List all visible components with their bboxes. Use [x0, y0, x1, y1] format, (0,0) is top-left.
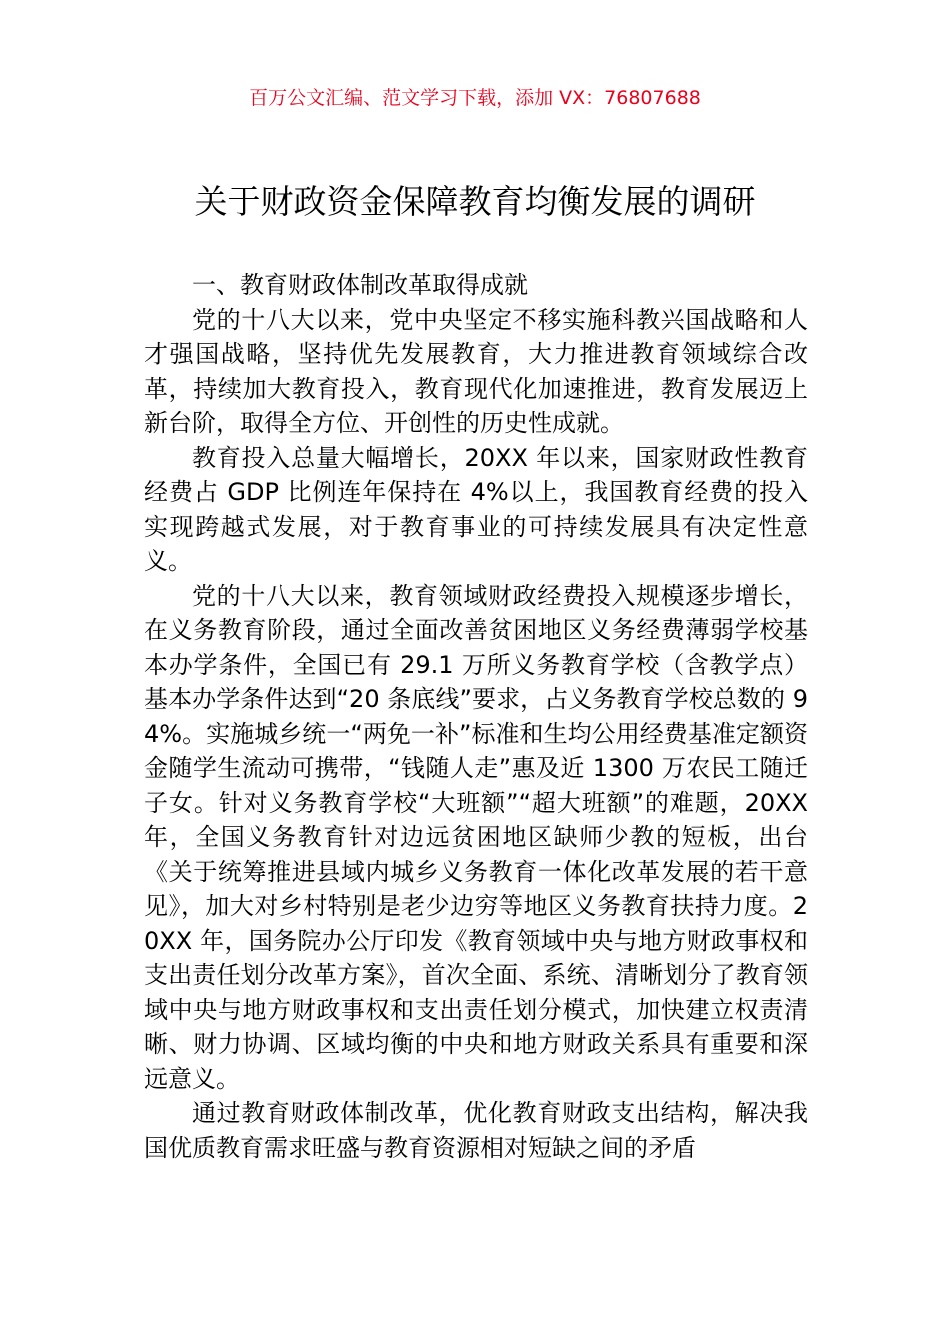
header-note: 百万公文汇编、范文学习下载，添加 VX：76807688	[249, 87, 701, 109]
paragraph: 党的十八大以来，党中央坚定不移实施科教兴国战略和人才强国战略，坚持优先发展教育，大力推进教育领域综合改革，持续加大教育投入，教育现代化加速推进，教育发展迈上新台阶，取得全方位、开创性的历史性成就。	[144, 305, 808, 437]
document-title: 关于财政资金保障教育均衡发展的调研	[194, 182, 756, 221]
paragraph: 党的十八大以来，教育领域财政经费投入规模逐步增长，在义务教育阶段，通过全面改善贫困地区义务经费薄弱学校基本办学条件，全国已有 29.1 万所义务教育学校（含教学点）基本办学条件达到“20 条底线”要求，占义务教育学校总数的 94%。实施城乡统一“两免一补”标准和生均公用经费基准定额资金随学生流动可携带，“钱随人走”惠及近 1300 万农民工随迁子女。针对义务教育学校“大班额”“超大班额”的难题，20XX 年，全国义务教育针对边远贫困地区缺师少教的短板，出台《关于统筹推进县域内城乡义务教育一体化改革发展的若干意见》，加大对乡村特别是老少边穷等地区义务教育扶持力度。20XX 年，国务院办公厅印发《教育领域中央与地方财政事权和支出责任划分改革方案》，首次全面、系统、清晰划分了教育领域中央与地方财政事权和支出责任划分模式，加快建立权责清晰、财力协调、区域均衡的中央和地方财政关系具有重要和深远意义。	[144, 581, 808, 1093]
paragraph: 通过教育财政体制改革，优化教育财政支出结构，解决我国优质教育需求旺盛与教育资源相对短缺之间的矛盾	[144, 1099, 808, 1162]
paragraph: 教育投入总量大幅增长，20XX 年以来，国家财政性教育经费占 GDP 比例连年保持在 4%以上，我国教育经费的投入实现跨越式发展，对于教育事业的可持续发展具有决定性意义。	[144, 443, 808, 575]
section-heading: 一、教育财政体制改革取得成就	[192, 271, 528, 299]
document-body	[144, 268, 808, 1165]
